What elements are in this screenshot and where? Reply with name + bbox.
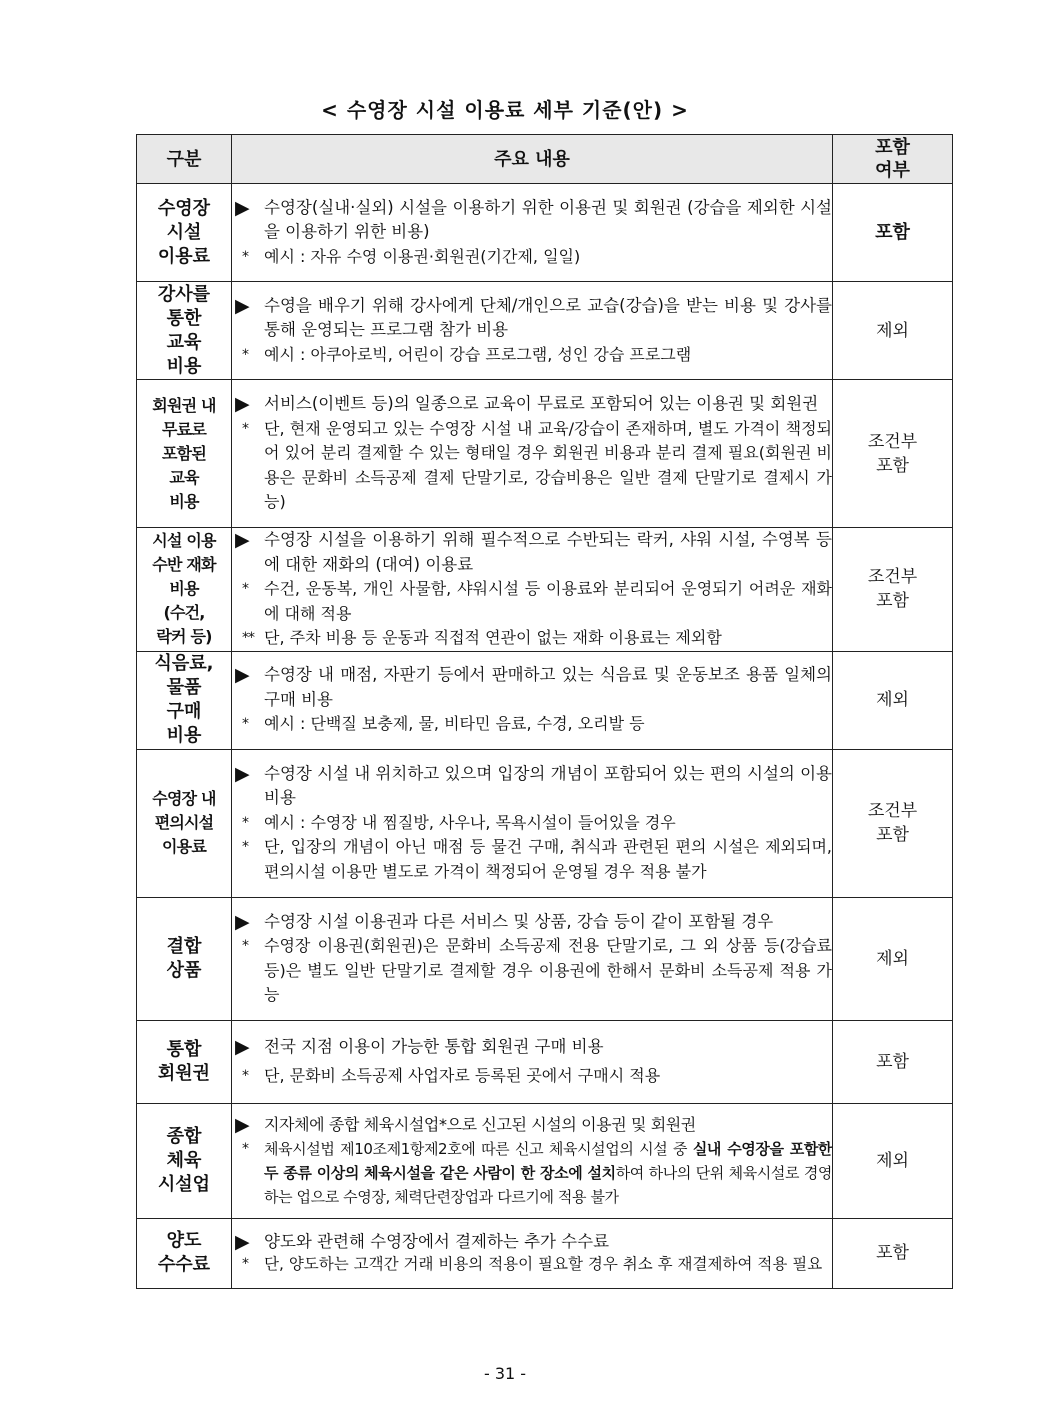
row-inclusion: 조건부 포함 xyxy=(833,749,953,897)
bullet-arrow-icon: ▶ xyxy=(235,393,250,416)
bullet-arrow-icon: ▶ xyxy=(235,910,250,933)
bullet-line: ▶ 수영장 시설 이용권과 다른 서비스 및 상품, 강습 등이 같이 포함될 경우 xyxy=(235,910,774,933)
table-row xyxy=(137,528,953,652)
page-number: - 31 - xyxy=(483,1364,527,1383)
table-row xyxy=(137,282,953,380)
row-category: 수영장 시설 이용료 xyxy=(137,184,232,282)
row-inclusion: 제외 xyxy=(833,282,953,380)
row-content xyxy=(232,528,833,652)
row-content xyxy=(232,380,833,528)
note-line: * 예시 : 아쿠아로빅, 어린이 강습 프로그램, 성인 강습 프로그램 xyxy=(232,343,832,368)
note-line: * 단, 양도하는 고객간 거래 비용의 적용이 필요할 경우 취소 후 재결제하여 적용 필요 xyxy=(242,1255,823,1273)
row-content xyxy=(232,1103,833,1218)
row-content xyxy=(232,282,833,380)
row-category: 종합 체육 시설업 xyxy=(137,1103,232,1218)
asterisk-icon: * xyxy=(242,1140,249,1157)
row-category: 수영장 내 편의시설 이용료 xyxy=(137,749,232,897)
table-row xyxy=(137,897,953,1020)
bullet-arrow-icon: ▶ xyxy=(235,1036,250,1058)
row-content xyxy=(232,897,833,1020)
note-line: * 예시 : 단백질 보충제, 물, 비타민 음료, 수경, 오리발 등 xyxy=(232,712,832,737)
bullet-arrow-icon: ▶ xyxy=(235,1113,250,1136)
table-row xyxy=(137,184,953,282)
bullet-line: ▶ 서비스(이벤트 등)의 일종으로 교육이 무료로 포함되어 있는 이용권 및 회원권 xyxy=(235,393,819,416)
bullet-line: ▶ 수영장 시설 내 위치하고 있으며 입장의 개념이 포함되어 있는 편의 시설의 이용 비용 xyxy=(235,762,832,808)
asterisk-icon: * xyxy=(242,248,249,265)
row-content xyxy=(232,1020,833,1103)
row-category: 회원권 내 무료로 포함된 교육 비용 xyxy=(137,380,232,528)
row-category: 양도 수수료 xyxy=(137,1218,232,1288)
asterisk-icon: * xyxy=(242,1256,249,1272)
bullet-arrow-icon: ▶ xyxy=(235,1231,250,1253)
bullet-arrow-icon: ▶ xyxy=(235,762,250,785)
bullet-line: ▶ 전국 지점 이용이 가능한 통합 회원권 구매 비용 xyxy=(235,1036,604,1058)
asterisk-icon: * xyxy=(242,814,249,831)
row-inclusion: 포함 xyxy=(833,1020,953,1103)
header-category: 구분 xyxy=(137,135,232,184)
note-line: * 단, 문화비 소득공제 사업자로 등록된 곳에서 구매시 적용 xyxy=(232,1064,832,1089)
row-category: 강사를 통한 교육 비용 xyxy=(137,282,232,380)
emphasized-text: 실내 수영장을 포함한 두 종류 이상의 체육시설을 같은 사람이 한 장소에 설치 xyxy=(264,1139,832,1182)
row-inclusion: 조건부 포함 xyxy=(833,528,953,652)
asterisk-icon: * xyxy=(242,1067,249,1084)
note-line: * 단, 현재 운영되고 있는 수영장 시설 내 교육/강습이 존재하며, 별도 가격이 책정되어 있어 분리 결제할 수 있는 형태일 경우 회원권 비용과 분리 결제 필요(회원권 비용은 문화비 소득공제 결제 단말기로, 강습비용은 일반 결제 단말기로 결제시 가능) xyxy=(242,418,832,512)
bullet-line: ▶ 수영장(실내·실외) 시설을 이용하기 위한 이용권 및 회원권 (강습을 제외한 시설을 이용하기 위한 비용) xyxy=(235,196,832,242)
bullet-line: ▶ 양도와 관련해 수영장에서 결제하는 추가 수수료 xyxy=(235,1231,610,1253)
table-row xyxy=(137,749,953,897)
row-content xyxy=(232,651,833,749)
table-row xyxy=(137,380,953,528)
row-content xyxy=(232,749,833,897)
bullet-line: ▶ 지자체에 종합 체육시설업*으로 신고된 시설의 이용권 및 회원권 xyxy=(235,1113,696,1136)
note-line: * 단, 입장의 개념이 아닌 매점 등 물건 구매, 취식과 관련된 편의 시설은 제외되며, 편의시설 이용만 별도로 가격이 책정되어 운영될 경우 적용 불가 xyxy=(242,837,832,881)
bullet-arrow-icon: ▶ xyxy=(235,294,250,317)
row-inclusion: 제외 xyxy=(833,897,953,1020)
row-category: 식음료, 물품 구매 비용 xyxy=(137,651,232,749)
row-inclusion: 제외 xyxy=(833,651,953,749)
row-content xyxy=(232,1218,833,1288)
asterisk-icon: * xyxy=(242,581,249,597)
row-category: 시설 이용 수반 재화 비용 (수건, 락커 등) xyxy=(137,528,232,652)
row-category: 결합 상품 xyxy=(137,897,232,1020)
note-line: * 수영장 이용권(회원권)은 문화비 소득공제 전용 단말기로, 그 외 상품 등(강습료 등)은 별도 일반 단말기로 결제할 경우 이용권에 한해서 문화비 소득공제 적용 가능 xyxy=(242,936,832,1004)
asterisk-icon: * xyxy=(242,420,249,437)
asterisk-icon: * xyxy=(242,839,249,856)
bullet-arrow-icon: ▶ xyxy=(235,196,250,219)
row-inclusion: 포함 xyxy=(833,184,953,282)
asterisk-icon: * xyxy=(242,716,249,733)
note-line: ** 단, 주차 비용 등 운동과 직접적 연관이 없는 재화 이용료는 제외함 xyxy=(232,626,832,651)
row-category: 통합 회원권 xyxy=(137,1020,232,1103)
double-asterisk-icon: ** xyxy=(242,630,254,646)
bullet-arrow-icon: ▶ xyxy=(235,664,250,687)
table-row xyxy=(137,651,953,749)
bullet-line: ▶ 수영장 시설을 이용하기 위해 필수적으로 수반되는 락커, 샤워 시설, 수영복 등에 대한 재화의 (대여) 이용료 xyxy=(235,529,832,574)
row-inclusion: 제외 xyxy=(833,1103,953,1218)
table-row xyxy=(137,1218,953,1288)
note-line: * 예시 : 수영장 내 찜질방, 사우나, 목욕시설이 들어있을 경우 xyxy=(232,811,832,836)
row-inclusion: 포함 xyxy=(833,1218,953,1288)
table-header-row xyxy=(137,135,953,184)
criteria-table xyxy=(136,134,953,1289)
bullet-line: ▶ 수영을 배우기 위해 강사에게 단체/개인으로 교습(강습)을 받는 비용 및 강사를 통해 운영되는 프로그램 참가 비용 xyxy=(235,294,832,340)
bullet-arrow-icon: ▶ xyxy=(235,529,250,551)
row-content xyxy=(232,184,833,282)
table-row xyxy=(137,1020,953,1103)
header-inclusion: 포함 여부 xyxy=(833,135,953,184)
note-line: * 체육시설법 제10조제1항제2호에 따른 신고 체육시설업의 시설 중 실내 수영장을 포함한 두 종류 이상의 체육시설을 같은 사람이 한 장소에 설치하여 하나의 단위 체육시설로 경영하는 업으로 수영장, 체력단련장업과 다르기에 적용 불가 xyxy=(232,1137,832,1209)
header-content: 주요 내용 xyxy=(232,135,833,184)
table-row xyxy=(137,1103,953,1218)
bullet-line: ▶ 수영장 내 매점, 자판기 등에서 판매하고 있는 식음료 및 운동보조 용품 일체의 구매 비용 xyxy=(235,664,832,709)
asterisk-icon: * xyxy=(242,938,249,954)
row-inclusion: 조건부 포함 xyxy=(833,380,953,528)
note-line: * 수건, 운동복, 개인 사물함, 샤워시설 등 이용료와 분리되어 운영되기 어려운 재화에 대해 적용 xyxy=(242,579,832,623)
asterisk-icon: * xyxy=(242,346,249,363)
document-title: < 수영장 시설 이용료 세부 기준(안) > xyxy=(321,98,689,122)
note-line: * 예시 : 자유 수영 이용권·회원권(기간제, 일일) xyxy=(232,245,832,270)
